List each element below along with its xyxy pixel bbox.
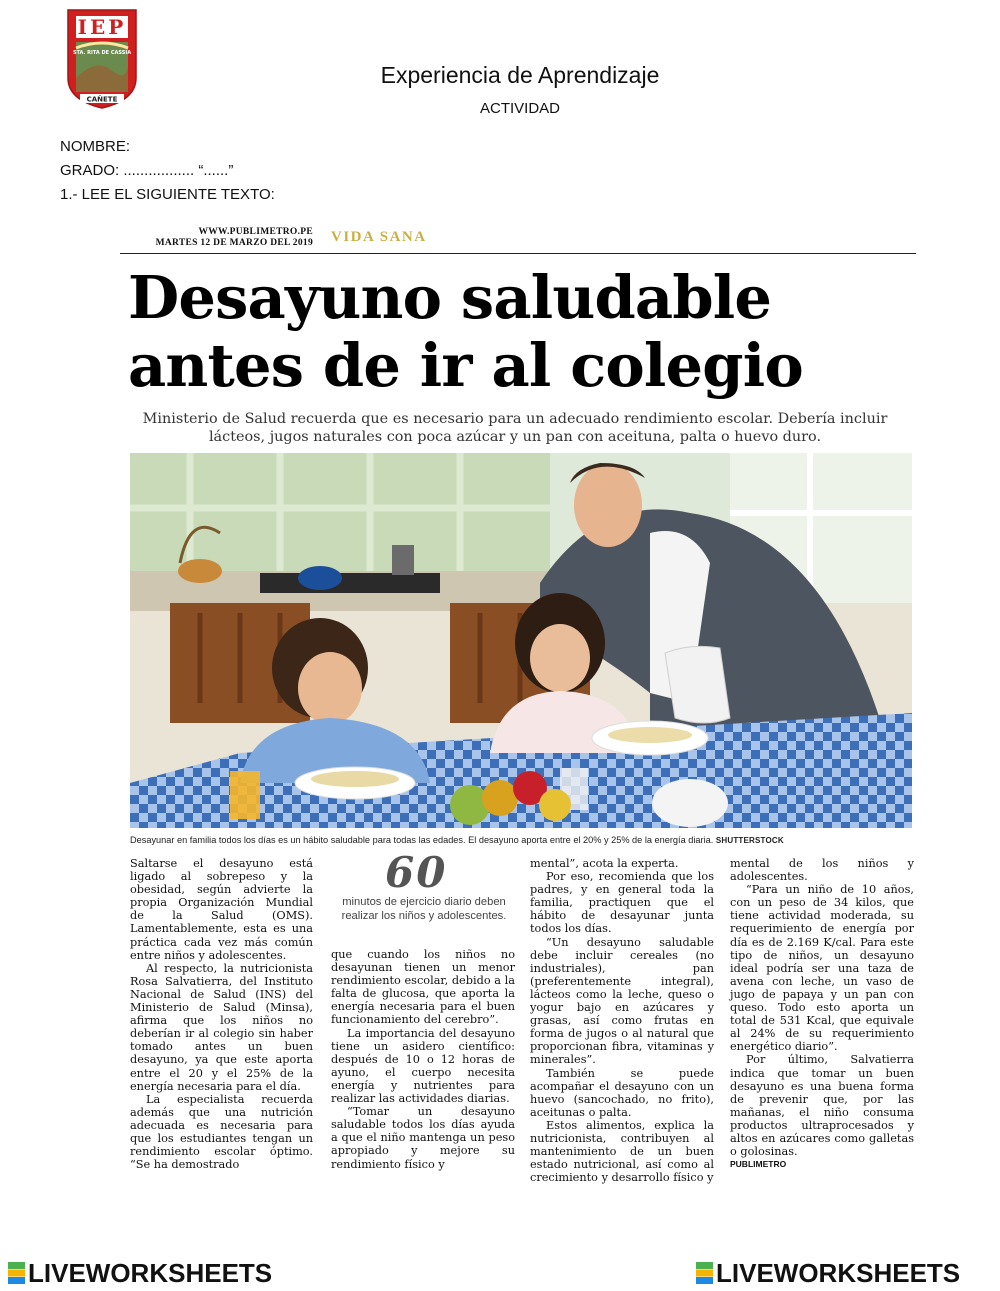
col1-paragraph: La especialista recuerda además que una nutrición adecuada es necesaria para que los estudiantes tengan un rendimiento escolar óptimo. “Se ha demostrado: [130, 1092, 313, 1172]
liveworksheets-logo-left[interactable]: [8, 1258, 272, 1288]
col4-paragraph: Por último, Salvatierra indica que tomar un buen desayuno es una buena forma de prevenir que, por las mañanas, el niño consuma productos ultraprocesados y altos en azúcares como galletas o golosinas.: [730, 1053, 914, 1159]
col1-paragraph: Saltarse el desayuno está ligado al sobrepeso y la obesidad, según advierte la propia Organización Mundial de la Salud (OMS). Lamentablemente, esta es una práctica cada vez más común entre niños y adolescentes.: [130, 857, 313, 962]
svg-text:CAÑETE: CAÑETE: [86, 95, 118, 104]
worksheet-title: Experiencia de Aprendizaje: [380, 62, 660, 88]
caption-text: Desayunar en familia todos los días es un hábito saludable para todas las edades. El desayuno aporta entre el 20% y 25% de la energía diaria.: [130, 835, 714, 845]
col2-paragraph: “Tomar un desayuno saludable todos los días ayuda a que el niño mantenga un peso apropiado y mejore su rendimiento físico y: [331, 1105, 515, 1171]
article-deck: Ministerio de Salud recuerda que es necesario para un adecuado rendimiento escolar. Debería incluir lácteos, jugos naturales con poca azúcar y un pan con aceituna, palta o huevo duro.: [142, 411, 888, 445]
newspaper-date: MARTES 12 DE MARZO DEL 2019: [155, 238, 313, 248]
col3-paragraph: Estos alimentos, explica la nutricionista, contribuyen al mantenimiento de un buen estado nutricional, así como al crecimiento y desarrollo físico y: [530, 1118, 714, 1185]
headline-line-1: Desayuno saludable: [128, 263, 772, 332]
family-breakfast-photo: [130, 453, 912, 828]
stat-description: minutos de ejercicio diario deben realizar los niños y adolescentes.: [341, 896, 507, 922]
name-field-label: NOMBRE:: [60, 138, 131, 155]
col3-paragraph: “Un desayuno saludable debe incluir cereales (no industriales), pan (preferentemente integral), lácteos como la leche, queso o yogur bajo en azúcares y grasas, así como frutas en forma de jugos o al natural que proporcionan fibra, vitaminas y minerales”.: [530, 935, 714, 1067]
article-column-1: [130, 857, 313, 1171]
section-label: VIDA SANA: [331, 229, 427, 245]
instruction-text: 1.- LEE EL SIGUIENTE TEXTO:: [60, 186, 275, 203]
worksheet-subtitle: ACTIVIDAD: [479, 100, 560, 117]
liveworksheets-badge-icon: [696, 1262, 713, 1284]
col2-paragraph: La importancia del desayuno tiene un asidero científico: después de 10 o 12 horas de ayuno, el cuerpo necesita energía y nutrientes para realizar las actividades diarias.: [331, 1026, 515, 1106]
grade-field-label: GRADO: ................. “......”: [60, 162, 234, 179]
liveworksheets-brand: LIVEWORKSHEETS: [716, 1257, 961, 1288]
newspaper-site: WWW.PUBLIMETRO.PE: [198, 227, 313, 237]
school-crest-logo: [66, 8, 138, 110]
photo-caption: [130, 835, 930, 845]
liveworksheets-badge-icon: [8, 1262, 25, 1284]
article-column-2: [331, 948, 515, 1171]
svg-text:IEP: IEP: [77, 15, 127, 39]
headline-line-2: antes de ir al colegio: [128, 331, 803, 400]
liveworksheets-logo-right[interactable]: [696, 1258, 960, 1288]
article-signature: PUBLIMETRO: [730, 1159, 787, 1170]
col4-paragraph: mental de los niños y adolescentes.: [730, 857, 914, 884]
col1-paragraph: Al respecto, la nutricionista Rosa Salvatierra, del Instituto Nacional de Salud (INS) del Ministerio de Salud (Minsa), afirma que los niños no deberían ir al colegio sin haber tomado antes un buen desayuno, ya que este aporta entre el 20 y el 25% de la energía necesaria para el día.: [130, 961, 313, 1093]
svg-text:STA. RITA DE CASSIA: STA. RITA DE CASSIA: [72, 50, 132, 56]
header-rule: [120, 253, 916, 254]
photo-credit: SHUTTERSTOCK: [715, 836, 784, 845]
liveworksheets-brand: LIVEWORKSHEETS: [28, 1257, 273, 1288]
article-column-3: [530, 857, 714, 1184]
col3-paragraph: mental”, acota la experta.: [530, 857, 679, 870]
col3-paragraph: Por eso, recomienda que los padres, y en general toda la familia, practiquen que el hábito de desayunar junta todos los días.: [530, 870, 714, 936]
col4-paragraph: “Para un niño de 10 años, con un peso de 34 kilos, que tiene actividad moderada, su requerimiento de energía por día es de 2.169 K/cal. Para este tipo de niños, un desayuno ideal podría ser una taza de avena con leche, un vaso de jugo de papaya y un pan con queso. Todo esto aporta un total de 531 Kcal, que equivale al 24% de su requerimiento energético diario”.: [730, 883, 914, 1054]
col2-paragraph: que cuando los niños no desayunan tienen un menor rendimiento escolar, debido a la falta de glucosa, que aporta la energía necesaria para el buen funcionamiento del cerebro”.: [331, 948, 515, 1027]
col3-paragraph: También se puede acompañar el desayuno con un huevo (sancochado, no frito), aceitunas o palta.: [530, 1066, 714, 1119]
stat-number: 60: [385, 848, 448, 897]
article-column-4: [730, 857, 914, 1171]
